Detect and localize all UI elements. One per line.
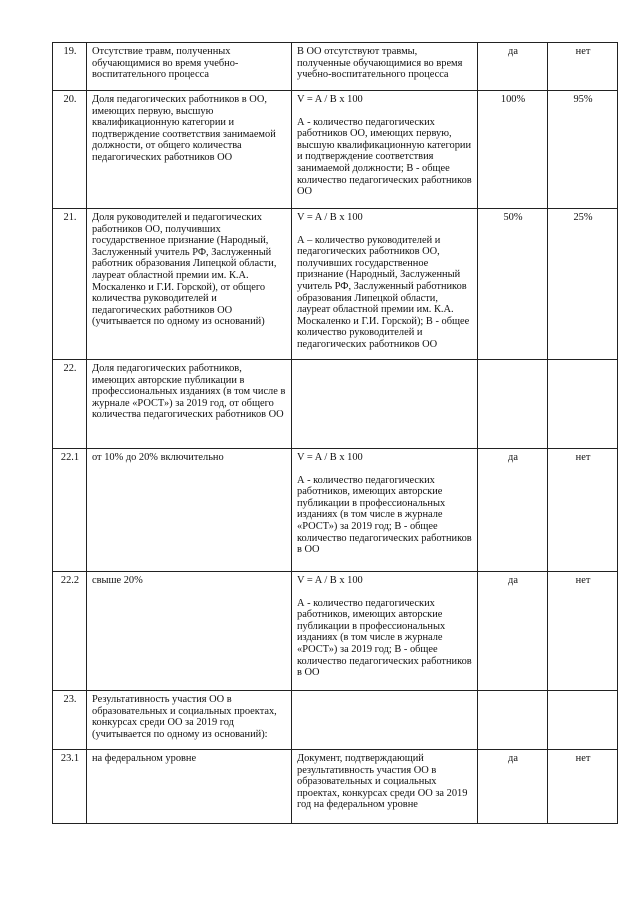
formula-cell (292, 691, 478, 750)
formula-text: V = A / B x 100 (297, 575, 363, 586)
formula-text: V = A / B x 100 (297, 94, 363, 105)
indicator-text: Доля руководителей и педагогических работников ОО, получивших государственное признание (Народный, Заслуженный учитель РФ, Заслуженный работник образования Липецкой области, лауреат областной премии им. К.А. Москаленко и Г.И. Горской), от общего количества руководителей и педагогических работников ОО (учитывается по одному из оснований) (87, 209, 292, 360)
indicators-table (52, 42, 618, 824)
row-number: 19. (53, 43, 87, 91)
indicator-text: Доля педагогических работников, имеющих авторские публикации в профессиональных изданиях (в том числе в журнале «РОСТ») за 2019 год, от общего количества педагогических работников ОО (87, 360, 292, 449)
description-text: А - количество педагогических работников ОО, имеющих первую, высшую квалификационную категории и подтверждение соответствия занимаемой должности; В - общее количество педагогических работников ОО (297, 116, 472, 198)
formula-cell (292, 91, 478, 209)
value-yes-cell: да (478, 750, 548, 824)
formula-cell (292, 449, 478, 572)
indicator-text: Доля педагогических работников в ОО, имеющих первую, высшую квалификационную категории и подтверждение соответствия занимаемой должности, от общего количества педагогических работников ОО (87, 91, 292, 209)
value-no-cell: нет (548, 449, 618, 572)
table-row-19 (53, 43, 618, 91)
spacer (297, 587, 473, 598)
value-no-cell: нет (548, 750, 618, 824)
row-number: 23. (53, 691, 87, 750)
spacer (297, 106, 473, 117)
table-row-21 (53, 209, 618, 360)
row-number: 22.1 (53, 449, 87, 572)
row-number: 22.2 (53, 572, 87, 691)
value-no-cell (548, 360, 618, 449)
row-number: 22. (53, 360, 87, 449)
description-text: В ОО отсутствуют травмы, полученные обучающимися во время учебно-воспитательного процесса (297, 46, 463, 81)
row-number: 23.1 (53, 750, 87, 824)
indicator-text: свыше 20% (87, 572, 292, 691)
row-number: 21. (53, 209, 87, 360)
value-no-cell: нет (548, 43, 618, 91)
table-row-20 (53, 91, 618, 209)
value-yes-cell (478, 360, 548, 449)
indicator-text: Отсутствие травм, полученных обучающимися во время учебно-воспитательного процесса (87, 43, 292, 91)
formula-cell (292, 209, 478, 360)
spacer (297, 464, 473, 475)
value-yes-cell: да (478, 449, 548, 572)
description-text: А – количество руководителей и педагогических работников ОО, получивших государственное признание (Народный, Заслуженный учитель РФ, Заслуженный работников образования Липецкой области, лауреат областной премии им. К.А. Москаленко и Г.И. Горской); В - общее количество руководителей и педагогических работников ОО (297, 234, 470, 350)
description-cell (292, 750, 478, 824)
formula-text: V = A / B x 100 (297, 212, 363, 223)
description-text: А - количество педагогических работников, имеющих авторские публикации в профессиональных изданиях (в том числе в журнале «РОСТ») за 2019 год; В - общее количество педагогических работников в ОО (297, 597, 472, 679)
value-no-cell: нет (548, 572, 618, 691)
row-number: 20. (53, 91, 87, 209)
indicator-text: Результативность участия ОО в образовательных и социальных проектах, конкурсах среди ОО за 2019 год (учитывается по одному из оснований): (87, 691, 292, 750)
description-cell (292, 43, 478, 91)
table-row-22-2 (53, 572, 618, 691)
table-row-22 (53, 360, 618, 449)
value-no-cell (548, 691, 618, 750)
formula-cell (292, 572, 478, 691)
table-row-23 (53, 691, 618, 750)
value-target-cell: 100% (478, 91, 548, 209)
value-yes-cell: да (478, 572, 548, 691)
formula-text: V = A / B x 100 (297, 452, 363, 463)
table-row-23-1 (53, 750, 618, 824)
table-row-22-1 (53, 449, 618, 572)
value-actual-cell: 25% (548, 209, 618, 360)
indicator-text: от 10% до 20% включительно (87, 449, 292, 572)
spacer (297, 224, 473, 235)
description-text: А - количество педагогических работников, имеющих авторские публикации в профессиональных изданиях (в том числе в журнале «РОСТ») за 2019 год; В - общее количество педагогических работников в ОО (297, 474, 472, 556)
value-target-cell: 50% (478, 209, 548, 360)
value-actual-cell: 95% (548, 91, 618, 209)
formula-cell (292, 360, 478, 449)
value-yes-cell: да (478, 43, 548, 91)
description-text: Документ, подтверждающий результативность участия ОО в образовательных и социальных проектах, конкурсах среди ОО за 2019 год на федеральном уровне (297, 753, 468, 811)
indicator-text: на федеральном уровне (87, 750, 292, 824)
value-yes-cell (478, 691, 548, 750)
